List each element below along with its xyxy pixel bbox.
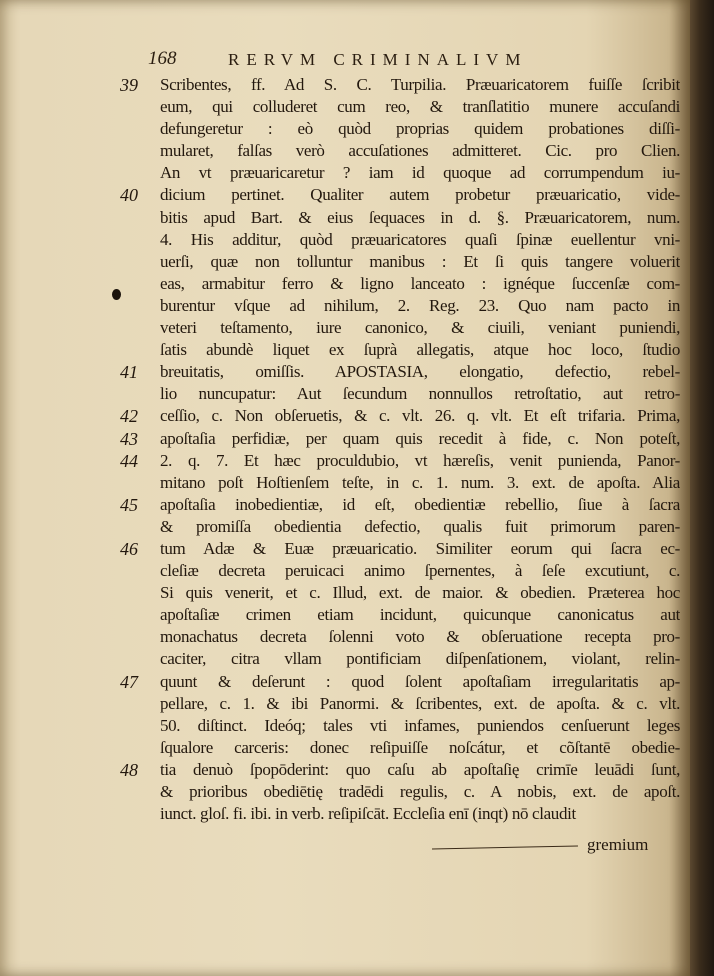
line-text: burentur vſque ad nihilum, 2. Reg. 23. Quo nam pacto in bbox=[160, 295, 680, 315]
margin-number: 46 bbox=[120, 538, 138, 559]
text-line bbox=[120, 317, 690, 339]
running-title: RERVM CRIMINALIVM bbox=[228, 50, 528, 69]
text-line bbox=[120, 74, 690, 96]
line-text: eas, armabitur ferro & ligno lanceato : ignéque ſuccenſæ com- bbox=[160, 273, 680, 293]
text-line bbox=[120, 759, 690, 781]
line-text: lio nuncupatur: Aut ſecundum nonnullos retroſtatio, aut retro- bbox=[160, 384, 680, 404]
text-line bbox=[120, 450, 690, 472]
text-line bbox=[120, 671, 690, 693]
text-line bbox=[120, 516, 690, 538]
line-text: uerſi, quæ non tolluntur manibus : Et ſi quis tangere voluerit bbox=[160, 251, 680, 271]
text-line bbox=[120, 472, 690, 494]
text-line bbox=[120, 428, 690, 450]
line-text: breuitatis, omiſſis. APOSTASIA, elongatio, defectio, rebel- bbox=[160, 362, 680, 382]
page-number: 168 bbox=[148, 48, 177, 69]
line-text: monachatus decreta ſolenni voto & obſeruatione recepta pro- bbox=[160, 627, 680, 647]
text-line bbox=[120, 604, 690, 626]
margin-number: 41 bbox=[120, 362, 138, 383]
text-line bbox=[120, 715, 690, 737]
margin-number: 42 bbox=[120, 406, 138, 427]
text-line bbox=[120, 538, 690, 560]
margin-number: 43 bbox=[120, 428, 138, 449]
line-text: Scribentes, ff. Ad S. C. Turpilia. Præuaricatorem fuiſſe ſcribit bbox=[160, 75, 680, 94]
line-text: apoſtaſia perfidiæ, per quam quis recedit à fide, c. Non poteſt, bbox=[160, 428, 680, 448]
line-text: dicium pertinet. Qualiter autem probetur præuaricatio, vide- bbox=[160, 185, 680, 205]
line-text: eum, qui colluderet cum reo, & tranſlatitio munere accuſandi bbox=[160, 97, 680, 117]
margin-number: 45 bbox=[120, 494, 138, 515]
line-text: Si quis venerit, et c. Illud, ext. de maior. & obedien. Præterea hoc bbox=[160, 583, 680, 603]
book-edge bbox=[690, 0, 714, 976]
line-text: apoſtaſia inobedientiæ, id eſt, obedientiæ rebellio, ſiue à ſacra bbox=[160, 494, 680, 514]
line-text: tum Adæ & Euæ præuaricatio. Similiter eorum qui ſacra ec- bbox=[160, 538, 680, 558]
text-line bbox=[120, 162, 690, 184]
text-line bbox=[120, 494, 690, 516]
text-line bbox=[120, 361, 690, 383]
margin-number: 48 bbox=[120, 759, 138, 780]
line-text: ceſſio, c. Non obſeruetis, & c. vlt. 26. q. vlt. Et eſt trifaria. Prima, bbox=[160, 406, 680, 426]
line-text: & promiſſa obedientia defectio, qualis fuit primorum paren- bbox=[160, 516, 680, 536]
text-line bbox=[120, 405, 690, 427]
line-text: An vt præuaricaretur ? iam id quoque ad corrumpendum iu- bbox=[160, 163, 680, 183]
line-text: ſatis abundè liquet ex ſuprà allegatis, atque hoc loco, ſtudio bbox=[160, 340, 680, 360]
text-line bbox=[120, 273, 690, 295]
line-text: tia denuò ſpopōderint: quo caſu ab apoſtaſię crimīe leuādi ſunt, bbox=[160, 759, 680, 779]
line-text: caciter, citra vllam pontificiam diſpenſationem, violant, relin- bbox=[160, 649, 680, 669]
line-text: apoſtaſiæ crimen etiam incidunt, quicunque canonicatus aut bbox=[160, 605, 680, 625]
text-line bbox=[120, 207, 690, 229]
text-line bbox=[120, 626, 690, 648]
text-line bbox=[120, 383, 690, 405]
line-text: iunct. gloſ. fi. ibi. in verb. reſipiſcāt. Eccleſia enī (inqt) nō claudit bbox=[160, 804, 576, 824]
margin-number: 40 bbox=[120, 185, 138, 206]
line-text: pellare, c. 1. & ibi Panormi. & ſcribentes, ext. de apoſta. & c. vlt. bbox=[160, 693, 680, 713]
line-text: mitano poſt Hoſtienſem teſte, in c. 1. num. 3. ext. de apoſta. Alia bbox=[160, 472, 680, 492]
text-line bbox=[120, 781, 690, 803]
margin-number: 39 bbox=[120, 75, 138, 95]
text-line bbox=[120, 118, 690, 140]
text-line bbox=[120, 339, 690, 361]
text-line bbox=[120, 184, 690, 206]
text-line bbox=[120, 229, 690, 251]
text-line bbox=[120, 140, 690, 162]
text-line bbox=[120, 693, 690, 715]
line-text: 2. q. 7. Et hæc proculdubio, vt hæreſis, venit punienda, Panor- bbox=[160, 450, 680, 470]
text-line bbox=[120, 737, 690, 759]
text-line bbox=[120, 96, 690, 118]
text-line bbox=[120, 560, 690, 582]
text-line bbox=[120, 251, 690, 273]
line-text: veteri teſtamento, iure canonico, & ciuili, veniant puniendi, bbox=[160, 318, 680, 338]
body-text bbox=[120, 74, 690, 874]
line-text: 4. His additur, quòd præuaricatores quaſi ſpinæ euellentur vni- bbox=[160, 229, 680, 249]
line-text: & prioribus obediētię tradēdi regulis, c. A nobis, ext. de apoſt. bbox=[160, 782, 680, 801]
line-text: cleſiæ decreta peruicaci animo ſpernentes, à ſeſe excutiunt, c. bbox=[160, 561, 680, 581]
text-line bbox=[120, 582, 690, 604]
line-text: defungeretur : eò quòd proprias quidem probationes diſſi- bbox=[160, 119, 680, 139]
catchword: gremium bbox=[587, 835, 649, 854]
line-text: ſqualore carceris: donec reſipuiſſe noſcátur, et cõſtantē obedie- bbox=[160, 737, 680, 757]
running-head bbox=[148, 44, 628, 74]
line-text: 50. diſtinct. Ideóq; tales vti infames, puniendos cenſuerunt leges bbox=[160, 715, 680, 735]
text-line bbox=[120, 295, 690, 317]
margin-number: 44 bbox=[120, 450, 138, 471]
margin-number: 47 bbox=[120, 671, 138, 692]
line-text: quunt & deſerunt : quod ſolent apoſtaſiam irregularitatis ap- bbox=[160, 671, 680, 691]
line-text: bitis apud Bart. & eius ſequaces in d. §. Præuaricatorem, num. bbox=[160, 207, 680, 227]
line-text: mularet, falſas verò accuſationes admitteret. Cic. pro Clien. bbox=[160, 141, 680, 161]
text-line bbox=[120, 803, 690, 825]
text-line bbox=[120, 648, 690, 670]
